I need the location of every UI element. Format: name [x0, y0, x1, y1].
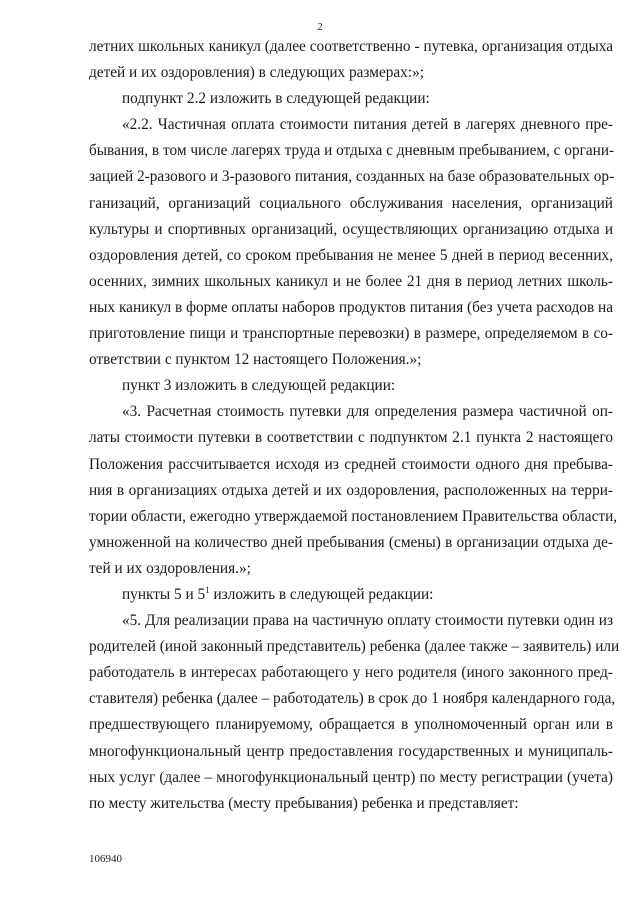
page-number: 2 — [317, 21, 323, 33]
text-line: Положения рассчитывается исходя из средней стоимости одного дня пребыва- — [89, 455, 613, 473]
text-line: осенних, зимних школьных каникул и не более 21 дня в период летних школь- — [89, 272, 613, 290]
superscript: 1 — [205, 584, 210, 595]
text-line: оздоровления детей, со сроком пребывания не менее 5 дней в период весенних, — [89, 246, 613, 264]
text-line: умноженной на количество дней пребывания (смены) в организации отдыха де- — [89, 533, 613, 551]
text-line: ганизаций, организаций социального обслуживания населения, организаций — [89, 194, 613, 212]
document-code: 106940 — [89, 853, 122, 865]
text-line: «3. Расчетная стоимость путевки для определения размера частичной оп- — [122, 403, 613, 421]
text-line: «5. Для реализации права на частичную оплату стоимости путевки один из — [122, 612, 613, 630]
text-line: приготовление пищи и транспортные перевозки) в размере, определяемом в со- — [89, 325, 613, 343]
text-line: культуры и спортивных организаций, осуществляющих организацию отдыха и — [89, 220, 613, 238]
text-line: детей и их оздоровления) в следующих размерах:»; — [89, 64, 424, 82]
text-line: пункт 3 изложить в следующей редакции: — [122, 377, 396, 395]
text-line: подпункт 2.2 изложить в следующей редакции: — [122, 90, 430, 108]
text-line: родителей (иной законный представитель) ребенка (далее также – заявитель) или — [89, 638, 620, 656]
text-line: многофункциональный центр предоставления государственных и муниципаль- — [89, 742, 613, 760]
text-line: латы стоимости путевки в соответствии с подпунктом 2.1 пункта 2 настоящего — [89, 429, 613, 447]
text-line: работодатель в интересах работающего у него родителя (иного законного пред- — [89, 664, 613, 682]
text-line: тории области, ежегодно утверждаемой постановлением Правительства области, — [89, 507, 618, 525]
document-body — [89, 34, 620, 817]
text-line: ных каникул в форме оплаты наборов продуктов питания (без учета расходов на — [89, 298, 613, 316]
text-line: ния в организациях отдыха детей и их оздоровления, расположенных на терри- — [89, 481, 613, 499]
text-line: ответствии с пунктом 12 настоящего Положения.»; — [89, 351, 422, 369]
text-line: предшествующего планируемому, обращается в уполномоченный орган или в — [89, 716, 613, 734]
text-line-with-superscript — [89, 582, 613, 608]
text-fragment: изложить в следующей редакции: — [209, 585, 434, 603]
text-line: ных услуг (далее – многофункциональный центр) по месту регистрации (учета) — [89, 768, 613, 786]
text-line: по месту жительства (месту пребывания) ребенка и представляет: — [89, 794, 519, 812]
text-line: «2.2. Частичная оплата стоимости питания детей в лагерях дневного пре- — [122, 116, 613, 134]
text-line: тей и их оздоровления.»; — [89, 559, 251, 577]
text-line: летних школьных каникул (далее соответственно - путевка, организация отдыха — [89, 38, 613, 55]
text-line: зацией 2-разового и 3-разового питания, созданных на базе образовательных ор- — [89, 168, 615, 186]
text-fragment: пункты 5 и 5 — [122, 585, 206, 603]
text-line: бывания, в том числе лагерях труда и отдыха с дневным пребыванием, с органи- — [89, 142, 615, 160]
text-line: ставителя) ребенка (далее – работодатель) в срок до 1 ноября календарного года, — [89, 690, 616, 708]
